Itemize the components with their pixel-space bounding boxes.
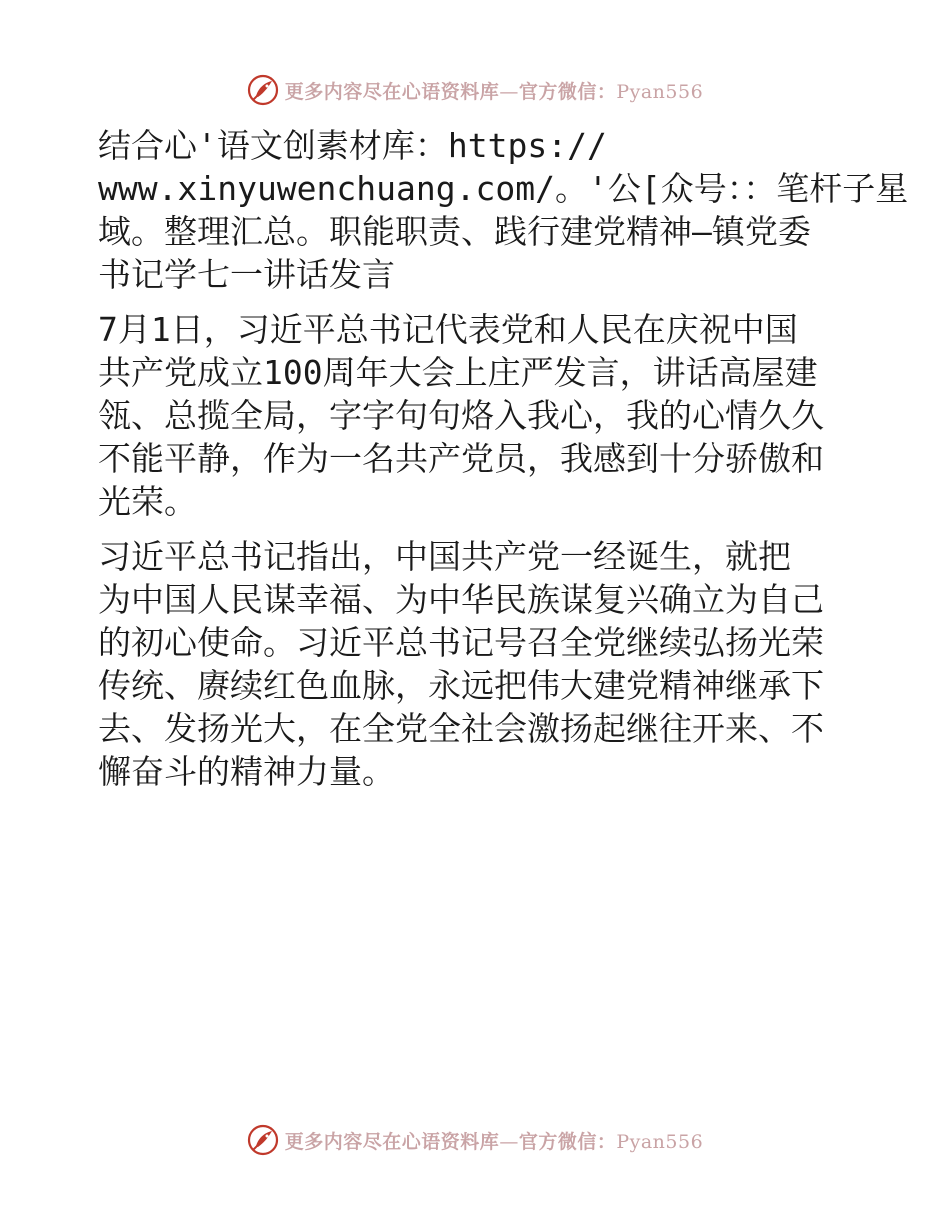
paragraph-line: 习近平总书记指出，中国共产党一经诞生，就把 xyxy=(98,537,791,576)
header-banner-inner xyxy=(247,74,703,106)
footer-banner-text xyxy=(285,1127,703,1154)
paragraph-line: 瓴、总揽全局，字字句句烙入我心，我的心情久久 xyxy=(98,396,824,435)
paragraph-line: 懈奋斗的精神力量。 xyxy=(98,752,395,791)
header-banner xyxy=(0,72,950,108)
paragraph-line: 不能平静，作为一名共产党员，我感到十分骄傲和 xyxy=(98,439,824,478)
paragraph-line: 7月1日，习近平总书记代表党和人民在庆祝中国 xyxy=(98,310,798,349)
paragraph-line: 书记学七一讲话发言 xyxy=(98,255,395,294)
paragraph-2 xyxy=(98,308,858,523)
header-banner-main: 更多内容尽在心语资料库 xyxy=(284,80,500,103)
footer-banner-inner xyxy=(247,1124,703,1156)
document-body xyxy=(98,124,909,805)
paragraph-line: 光荣。 xyxy=(98,482,197,521)
paragraph-line: 结合心'语文创素材库：https:// xyxy=(98,126,607,165)
footer-banner xyxy=(0,1122,950,1158)
pen-nib-logo-icon xyxy=(247,1124,279,1156)
footer-banner-suffix-id: Pyan556 xyxy=(616,1130,704,1153)
paragraph-line: 去、发扬光大，在全党全社会激扬起继往开来、不 xyxy=(98,709,824,748)
header-banner-text xyxy=(285,77,703,104)
paragraph-line: 共产党成立100周年大会上庄严发言，讲话高屋建 xyxy=(98,353,818,392)
paragraph-line: 域。整理汇总。职能职责、践行建党精神—镇党委 xyxy=(98,212,811,251)
header-banner-separator: — xyxy=(499,80,519,103)
footer-banner-separator: — xyxy=(499,1130,519,1153)
paragraph-line: 为中国人民谋幸福、为中华民族谋复兴确立为自己 xyxy=(98,580,824,619)
paragraph-line: 的初心使命。习近平总书记号召全党继续弘扬光荣 xyxy=(98,623,824,662)
paragraph-3 xyxy=(98,535,858,793)
paragraph-line: www.xinyuwenchuang.com/。'公[众号：：笔杆子星 xyxy=(98,169,909,208)
footer-banner-main: 更多内容尽在心语资料库 xyxy=(284,1130,500,1153)
header-banner-suffix-label: 官方微信： xyxy=(518,80,617,103)
footer-banner-suffix-label: 官方微信： xyxy=(518,1130,617,1153)
header-banner-suffix-id: Pyan556 xyxy=(616,80,704,103)
pen-nib-logo-icon xyxy=(247,74,279,106)
paragraph-line: 传统、赓续红色血脉，永远把伟大建党精神继承下 xyxy=(98,666,824,705)
paragraph-1 xyxy=(98,124,909,296)
